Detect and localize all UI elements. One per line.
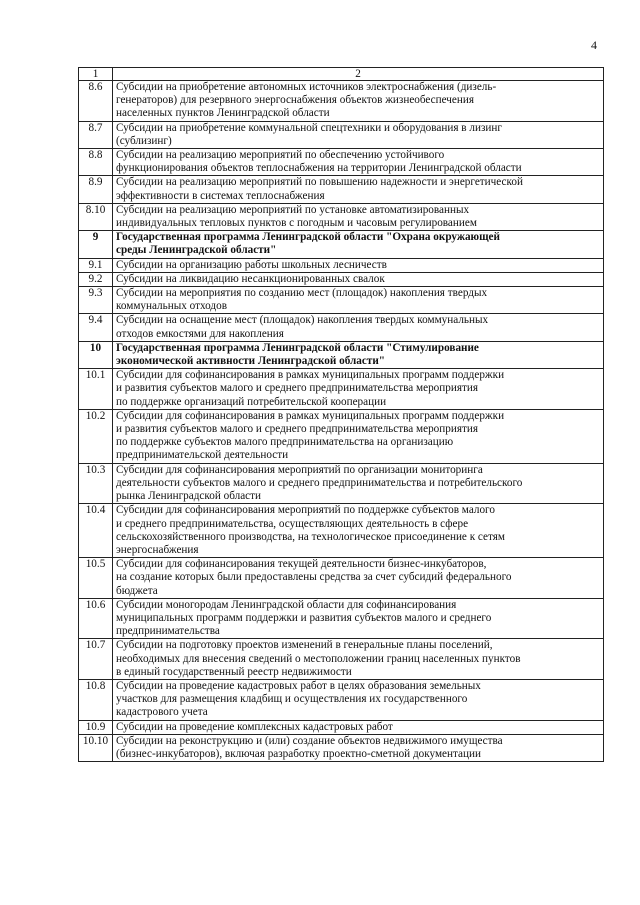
row-number: 8.9 — [79, 176, 113, 203]
row-description: Субсидии на приобретение автономных источников электроснабжения (дизель- генераторов) для резервного энергоснабжения объектов жизнеобеспечения населенных пунктов Ленинградской области — [113, 81, 604, 122]
row-number: 10.3 — [79, 463, 113, 504]
table-row — [79, 149, 604, 176]
row-number: 10.10 — [79, 734, 113, 761]
table-row — [79, 272, 604, 286]
row-description: Субсидии на реализацию мероприятий по установке автоматизированных индивидуальных тепловых пунктов с погодным и часовым регулированием — [113, 203, 604, 230]
row-description: Субсидии на оснащение мест (площадок) накопления твердых коммунальных отходов емкостями для накопления — [113, 314, 604, 341]
table-row — [79, 598, 604, 639]
row-number: 8.6 — [79, 81, 113, 122]
table-row — [79, 287, 604, 314]
row-number: 8.7 — [79, 121, 113, 148]
table-row — [79, 504, 604, 558]
page-number: 4 — [591, 38, 597, 52]
row-description: Государственная программа Ленинградской области "Охрана окружающей среды Ленинградской области" — [113, 231, 604, 258]
row-number: 9.3 — [79, 287, 113, 314]
table-header-row — [79, 68, 604, 81]
table-row — [79, 369, 604, 410]
table-row — [79, 176, 604, 203]
row-description: Субсидии на мероприятия по созданию мест (площадок) накопления твердых коммунальных отходов — [113, 287, 604, 314]
row-description: Субсидии на проведение кадастровых работ в целях образования земельных участков для размещения кладбищ и осуществления их государственного кадастрового учета — [113, 679, 604, 720]
table-row — [79, 258, 604, 272]
row-number: 8.8 — [79, 149, 113, 176]
table-row — [79, 314, 604, 341]
table-body — [79, 81, 604, 762]
table-row — [79, 121, 604, 148]
row-description: Субсидии моногородам Ленинградской области для софинансирования муниципальных программ поддержки и развития субъектов малого и среднего предпринимательства — [113, 598, 604, 639]
row-number: 9.2 — [79, 272, 113, 286]
table-row — [79, 203, 604, 230]
row-description: Субсидии для софинансирования мероприятий по поддержке субъектов малого и среднего предпринимательства, осуществляющих деятельность в сфере сельскохозяйственного производства, на технологическое присоединение к сетям энергоснабжения — [113, 504, 604, 558]
row-description: Субсидии на организацию работы школьных лесничеств — [113, 258, 604, 272]
row-description: Субсидии на подготовку проектов изменений в генеральные планы поселений, необходимых для внесения сведений о местоположении границ населенных пунктов в единый государственный реестр недвижимости — [113, 639, 604, 680]
table-row — [79, 679, 604, 720]
column-header-number: 1 — [79, 68, 113, 81]
table-row — [79, 81, 604, 122]
row-number: 10.5 — [79, 558, 113, 599]
column-header-description: 2 — [113, 68, 604, 81]
row-number: 10 — [79, 341, 113, 368]
row-number: 9.4 — [79, 314, 113, 341]
table-row — [79, 463, 604, 504]
section-row — [79, 341, 604, 368]
table-row — [79, 558, 604, 599]
section-row — [79, 231, 604, 258]
row-number: 10.1 — [79, 369, 113, 410]
row-description: Субсидии на проведение комплексных кадастровых работ — [113, 720, 604, 734]
row-number: 10.2 — [79, 409, 113, 463]
row-description: Субсидии на реализацию мероприятий по повышению надежности и энергетической эффективности в системах теплоснабжения — [113, 176, 604, 203]
subsidies-table — [78, 67, 604, 762]
table-row — [79, 409, 604, 463]
row-number: 9.1 — [79, 258, 113, 272]
row-description: Государственная программа Ленинградской области "Стимулирование экономической активности Ленинградской области" — [113, 341, 604, 368]
row-number: 10.4 — [79, 504, 113, 558]
table-row — [79, 720, 604, 734]
row-description: Субсидии для софинансирования в рамках муниципальных программ поддержки и развития субъектов малого и среднего предпринимательства мероприятия по поддержке субъектов малого предпринимательства на организацию предпринимательской деятельности — [113, 409, 604, 463]
row-description: Субсидии на ликвидацию несанкционированных свалок — [113, 272, 604, 286]
table-row — [79, 639, 604, 680]
row-description: Субсидии на реконструкцию и (или) создание объектов недвижимого имущества (бизнес-инкубаторов), включая разработку проектно-сметной документации — [113, 734, 604, 761]
row-description: Субсидии для софинансирования в рамках муниципальных программ поддержки и развития субъектов малого и среднего предпринимательства мероприятия по поддержке организаций потребительской кооперации — [113, 369, 604, 410]
row-number: 10.9 — [79, 720, 113, 734]
row-description: Субсидии на реализацию мероприятий по обеспечению устойчивого функционирования объектов теплоснабжения на территории Ленинградской области — [113, 149, 604, 176]
row-number: 10.8 — [79, 679, 113, 720]
row-description: Субсидии для софинансирования текущей деятельности бизнес-инкубаторов, на создание которых были предоставлены средства за счет субсидий федерального бюджета — [113, 558, 604, 599]
row-description: Субсидии для софинансирования мероприятий по организации мониторинга деятельности субъектов малого и среднего предпринимательства и потребительского рынка Ленинградской области — [113, 463, 604, 504]
row-number: 10.7 — [79, 639, 113, 680]
row-number: 9 — [79, 231, 113, 258]
row-description: Субсидии на приобретение коммунальной спецтехники и оборудования в лизинг (сублизинг) — [113, 121, 604, 148]
row-number: 10.6 — [79, 598, 113, 639]
table-row — [79, 734, 604, 761]
row-number: 8.10 — [79, 203, 113, 230]
